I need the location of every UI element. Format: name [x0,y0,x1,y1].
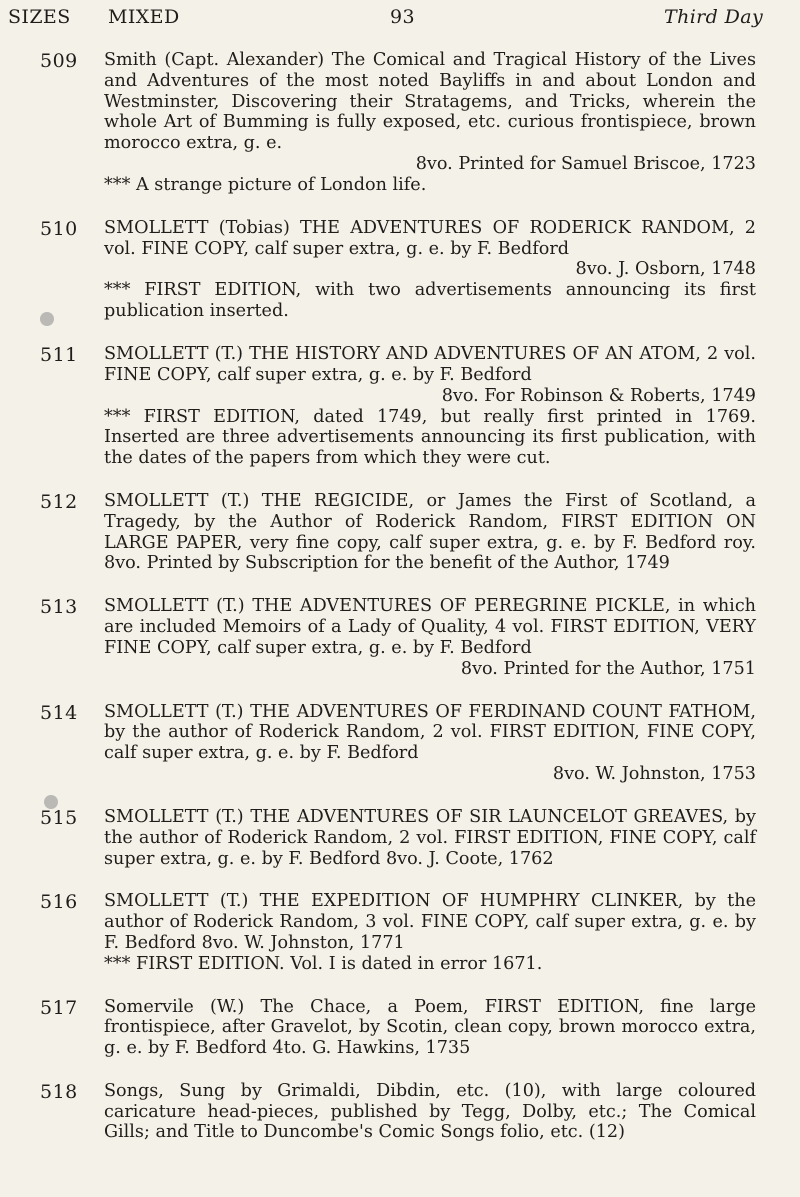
lot-entry [0,702,800,785]
lot-number: 518 [40,1080,78,1103]
header-sizes: SIZES [8,6,71,28]
lot-entry [0,491,800,574]
lot-number: 510 [40,217,78,240]
page-number: 93 [390,6,415,28]
lot-entry [0,344,800,469]
lot-description: Songs, Sung by Grimaldi, Dibdin, etc. (10), with large coloured caricature head-pieces, published by Tegg, Dolby, etc.; The Comical Gills; and Title to Duncombe's Comic Songs folio, etc. (12) [104,1080,756,1143]
lot-description: SMOLLETT (Tobias) THE ADVENTURES OF RODERICK RANDOM, 2 vol. FINE COPY, calf super extra, g. e. by F. Bedford [104,217,756,259]
lot-description: SMOLLETT (T.) THE HISTORY AND ADVENTURES OF AN ATOM, 2 vol. FINE COPY, calf super extra, g. e. by F. Bedford [104,343,756,385]
lot-description: SMOLLETT (T.) THE REGICIDE, or James the First of Scotland, a Tragedy, by the Author of Roderick Random, FIRST EDITION ON LARGE PAPER, very fine copy, calf super extra, g. e. by F. Bedford roy. 8vo. Printed by Subscription for the benefit of the Author, 1749 [104,490,756,574]
lot-entry [0,596,800,679]
lot-number: 517 [40,996,78,1019]
catalogue-entries [0,50,800,1165]
lot-number: 512 [40,490,78,513]
lot-description: SMOLLETT (T.) THE ADVENTURES OF SIR LAUNCELOT GREAVES, by the author of Roderick Random, 2 vol. FIRST EDITION, FINE COPY, calf super extra, g. e. by F. Bedford 8vo. J. Coote, 1762 [104,806,756,869]
lot-number: 515 [40,806,78,829]
lot-imprint: 8vo. Printed for the Author, 1751 [460,658,756,679]
lot-entry [0,218,800,322]
lot-entry [0,807,800,869]
lot-entry [0,1081,800,1143]
lot-note: *** FIRST EDITION. Vol. I is dated in error 1671. [104,953,543,974]
lot-imprint: 8vo. J. Osborn, 1748 [575,259,756,280]
lot-imprint: 8vo. For Robinson & Roberts, 1749 [441,385,756,406]
lot-number: 516 [40,891,78,914]
lot-description: SMOLLETT (T.) THE ADVENTURES OF PEREGRINE PICKLE, in which are included Memoirs of a Lady of Quality, 4 vol. FIRST EDITION, VERY FINE COPY, calf super extra, g. e. by F. Bedford [104,596,756,658]
lot-description: Somervile (W.) The Chace, a Poem, FIRST EDITION, fine large frontispiece, after Gravelot, by Scotin, clean copy, brown morocco extra, g. e. by F. Bedford 4to. G. Hawkins, 1735 [104,996,756,1059]
lot-number: 511 [40,343,78,366]
lot-number: 513 [40,596,78,619]
lot-imprint: 8vo. Printed for Samuel Briscoe, 1723 [415,153,756,174]
header-day: Third Day [664,6,764,28]
lot-imprint: 8vo. W. Johnston, 1753 [552,763,756,784]
lot-description: Smith (Capt. Alexander) The Comical and Tragical History of the Lives and Adventures of the most noted Bayliffs in and about London and Westminster, Discovering their Stratagems, and Tricks, wherein the whole Art of Bumming is fully exposed, etc. curious frontispiece, brown morocco extra, g. e. [104,50,756,154]
lot-description: SMOLLETT (T.) THE EXPEDITION OF HUMPHRY CLINKER, by the author of Roderick Random, 3 vol. FINE COPY, calf super extra, g. e. by F. Bedford 8vo. W. Johnston, 1771 [104,891,756,953]
lot-number: 514 [40,701,78,724]
lot-entry [0,50,800,196]
lot-description: SMOLLETT (T.) THE ADVENTURES OF FERDINAND COUNT FATHOM, by the author of Roderick Random, 2 vol. FIRST EDITION, FINE COPY, calf super extra, g. e. by F. Bedford [104,701,756,764]
lot-number: 509 [40,50,78,72]
lot-entry [0,997,800,1059]
lot-note: *** A strange picture of London life. [104,174,427,195]
lot-note: *** FIRST EDITION, dated 1749, but really first printed in 1769. Inserted are three advertisements announcing its first publication, with the dates of the papers from which they were cut. [104,406,756,469]
lot-entry [0,891,800,974]
running-header [4,6,780,36]
header-mixed: MIXED [108,6,180,28]
lot-note: *** FIRST EDITION, with two advertisements announcing its first publication inserted. [104,280,756,322]
